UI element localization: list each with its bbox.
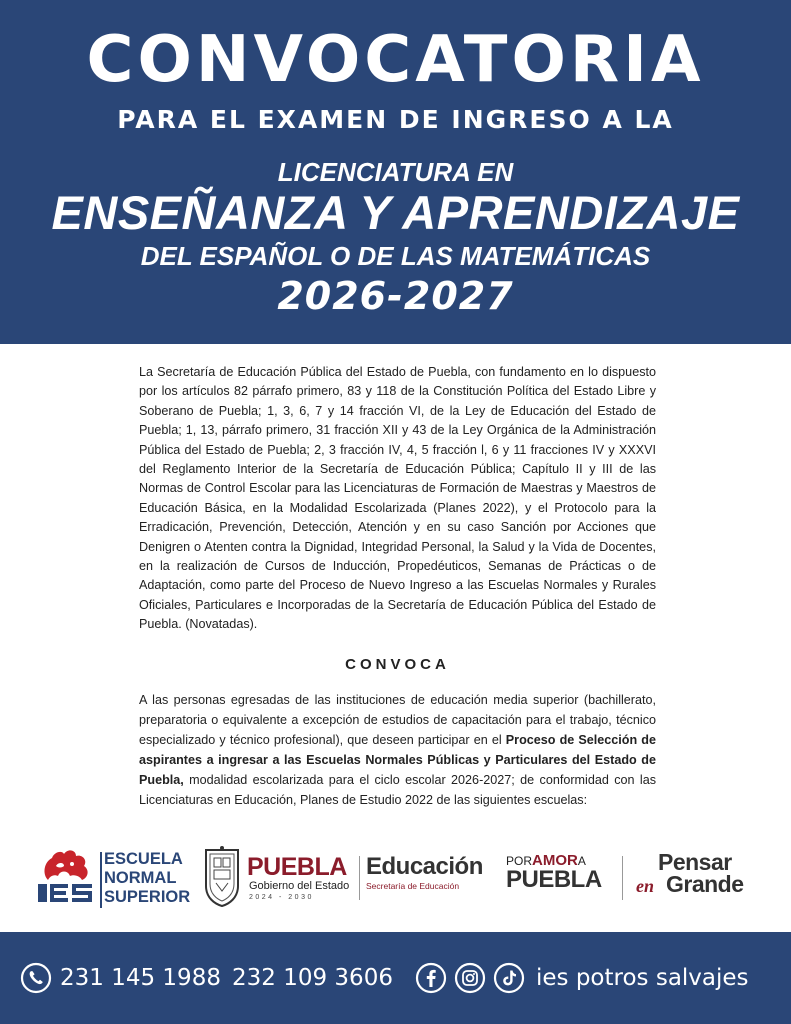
school-years: 2026-2027 bbox=[277, 274, 514, 318]
convoca-heading: CONVOCA bbox=[345, 656, 450, 673]
amor-a: A bbox=[577, 854, 586, 868]
para-text-1: A las personas egresadas de las instituciones de educación media superior (bachillerato, preparatoria o equivalente a excepción de estudios de capacitación para el trabajo, técnico especializado y técnico profesional), que deseen participar en el bbox=[139, 693, 656, 747]
educacion-sub: Secretaría de Educación bbox=[366, 881, 460, 891]
instagram-icon[interactable] bbox=[454, 962, 486, 994]
amor-word: AMOR bbox=[532, 852, 578, 869]
phone-icon bbox=[20, 962, 52, 994]
logo-pensar-en-grande bbox=[636, 850, 756, 908]
pensar-word: Pensar bbox=[658, 849, 732, 875]
header-banner bbox=[0, 0, 791, 344]
ies-text bbox=[104, 850, 200, 907]
logo-separator bbox=[622, 856, 623, 900]
social-handle[interactable]: ies potros salvajes bbox=[536, 965, 749, 991]
program-detail: DEL ESPAÑOL O DE LAS MATEMÁTICAS bbox=[140, 241, 651, 271]
licenciatura-label: LICENCIATURA EN bbox=[277, 157, 514, 187]
dragon-horse-icon bbox=[34, 846, 96, 908]
ies-separator bbox=[100, 852, 102, 908]
coat-of-arms-icon bbox=[203, 846, 241, 908]
para-text-2: modalidad escolarizada para el ciclo escolar 2026-2027; de conformidad con las Licenciaturas en Educación, Planes de Estudio 2022 de las siguientes escuelas: bbox=[139, 773, 656, 807]
footer-bar bbox=[0, 932, 791, 1024]
phone-number-1[interactable]: 231 145 1988 bbox=[60, 965, 221, 991]
ies-line1: ESCUELA bbox=[104, 850, 183, 868]
puebla-years: 2024 - 2030 bbox=[249, 894, 314, 901]
logo-puebla-gobierno bbox=[203, 846, 353, 912]
puebla-gobierno: Gobierno del Estado bbox=[249, 880, 350, 892]
convocation-paragraph bbox=[139, 690, 656, 810]
page-title: CONVOCATORIA bbox=[86, 23, 705, 97]
facebook-icon[interactable] bbox=[415, 962, 447, 994]
grande-word: Grande bbox=[666, 871, 744, 897]
educacion-name: Educación bbox=[366, 853, 483, 880]
para-bold-text: Proceso de Selección de aspirantes a ingresar a las Escuelas Normales Públicas y Particulares del Estado de Puebla, bbox=[139, 733, 656, 787]
logo-ies bbox=[34, 846, 194, 912]
amor-por: POR bbox=[506, 854, 533, 868]
tiktok-icon[interactable] bbox=[493, 962, 525, 994]
phone-number-2[interactable]: 232 109 3606 bbox=[232, 965, 393, 991]
intro-paragraph: La Secretaría de Educación Pública del Estado de Puebla, con fundamento en lo dispuesto por los artículos 82 párrafo primero, 83 y 118 de la Constitución Política del Estado Libre y Soberano de Puebla; 1, 3, 6, 7 y 14 fracción VI, de la Ley de Educación del Estado de Puebla; 1, 13, párrafo primero, 31 fracción XII y 43 de la Ley Orgánica de la Administración Pública del Estado de Puebla; 2, 3 fracción IV, 4, 5 fracción l, 6 y 11 fracciones IV y XXXVI del Reglamento Interior de la Secretaría de Educación Pública; Capítulo II y III de las Normas de Control Escolar para las Licenciaturas de Formación de Maestras y Maestros de Educación Básica, en la Modalidad Escolarizada (Planes 2022), y el Protocolo para la Erradicación, Prevención, Detección, Atención y en su caso Sanción por Acciones que Denigren o Atenten contra la Dignidad, Integridad Personal, la Salud y la Vida de Docentes, en la realización de Cursos de Inducción, Propedéuticos, Semanas de Prácticas o de Adaptación, como parte del Proceso de Nuevo Ingreso a las Escuelas Normales y Rurales Oficiales, Particulares e Incorporadas de la Secretaría de Educación Pública del Estado de Puebla. (Novatadas). bbox=[139, 365, 656, 632]
logo-educacion bbox=[366, 854, 501, 904]
amor-puebla: PUEBLA bbox=[506, 866, 602, 893]
logo-separator bbox=[359, 856, 360, 900]
logo-por-amor-a-puebla bbox=[506, 854, 606, 904]
ies-line2: NORMAL bbox=[104, 869, 177, 887]
puebla-name: PUEBLA bbox=[247, 853, 347, 881]
en-word: en bbox=[636, 876, 654, 896]
logos-strip bbox=[0, 840, 791, 916]
page-subtitle: PARA EL EXAMEN DE INGRESO A LA bbox=[117, 105, 674, 134]
ies-line3: SUPERIOR bbox=[104, 888, 191, 906]
program-name: ENSEÑANZA Y APRENDIZAJE bbox=[51, 186, 740, 239]
